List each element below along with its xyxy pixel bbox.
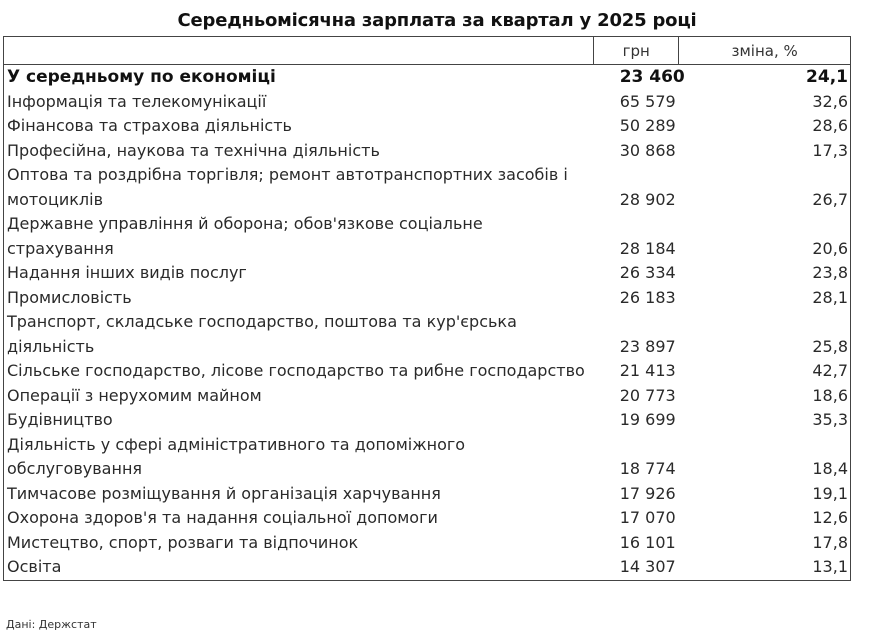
table-row [4,359,850,384]
total-row [4,65,850,90]
row-uah: 18 774 [619,459,676,478]
table-row [4,90,850,115]
row-change: 28,1 [812,287,848,307]
row-change: 23,8 [812,263,848,282]
row-name: Тимчасове розміщування й організація харчування [7,483,441,503]
row-uah: 65 579 [619,91,676,111]
table-row [4,482,850,507]
row-change: 20,6 [812,238,848,258]
row-uah: 23 897 [619,336,676,356]
row-name: Державне управління й оборона; обов'язкове соціальне страхування [7,214,483,258]
row-name: Сільське господарство, лісове господарство та рибне господарство [7,361,585,380]
row-uah: 21 413 [619,361,676,380]
row-uah: 19 699 [619,410,676,429]
row-name: Промисловість [7,287,132,307]
table-row [4,506,850,531]
row-uah: 14 307 [619,557,676,576]
row-uah: 28 902 [619,189,676,209]
row-change: 17,8 [812,532,848,552]
row-uah: 16 101 [619,532,676,552]
row-change: 18,6 [812,385,848,405]
table-row [4,286,850,311]
table-row [4,531,850,556]
table-row [4,555,850,580]
row-change: 42,7 [812,361,848,380]
table-row [4,212,850,261]
table-row [4,163,850,212]
row-name: Освіта [7,557,62,576]
table-row [4,139,850,164]
row-change: 32,6 [812,91,848,111]
row-uah: 26 183 [619,287,676,307]
table-row [4,310,850,359]
table-row [4,408,850,433]
row-change: 19,1 [812,483,848,503]
row-uah: 30 868 [619,140,676,160]
table-row [4,384,850,409]
row-name: Операції з нерухомим майном [7,385,262,405]
row-uah: 17 926 [619,483,676,503]
row-change: 25,8 [812,336,848,356]
row-name: Транспорт, складське господарство, поштова та кур'єрська діяльність [7,312,517,356]
row-uah: 17 070 [619,508,676,527]
row-uah: 26 334 [619,263,676,282]
row-name: Інформація та телекомунікації [7,91,267,111]
row-uah: 23 460 [619,67,685,87]
row-uah: 50 289 [619,116,676,135]
table-row [4,261,850,286]
row-change: 28,6 [812,116,848,135]
salary-table [3,36,851,581]
row-name: Професійна, наукова та технічна діяльність [7,140,380,160]
source-note: Дані: Держстат [6,618,97,631]
row-name: Будівництво [7,410,113,429]
header-change: зміна, % [679,37,850,65]
row-change: 35,3 [812,410,848,429]
row-uah: 20 773 [619,385,676,405]
row-uah: 28 184 [619,238,676,258]
table-row [4,114,850,139]
row-name: Оптова та роздрібна торгівля; ремонт автотранспортних засобів і мотоциклів [7,165,568,209]
row-name: Надання інших видів послуг [7,263,247,282]
row-name: Фінансова та страхова діяльність [7,116,292,135]
row-change: 24,1 [806,67,848,87]
table-title: Середньомісячна зарплата за квартал у 2025 році [177,10,697,31]
header-name [4,37,594,65]
row-change: 13,1 [812,557,848,576]
table-row [4,433,850,482]
row-name: Охорона здоров'я та надання соціальної допомоги [7,508,438,527]
row-change: 17,3 [812,140,848,160]
row-name: Мистецтво, спорт, розваги та відпочинок [7,532,359,552]
table-header-row [4,37,850,65]
header-uah: грн [594,37,679,65]
row-change: 26,7 [812,189,848,209]
row-change: 12,6 [812,508,848,527]
row-change: 18,4 [812,459,848,478]
row-name: Діяльність у сфері адміністративного та допоміжного обслуговування [7,434,466,478]
row-name: У середньому по економіці [7,67,276,87]
